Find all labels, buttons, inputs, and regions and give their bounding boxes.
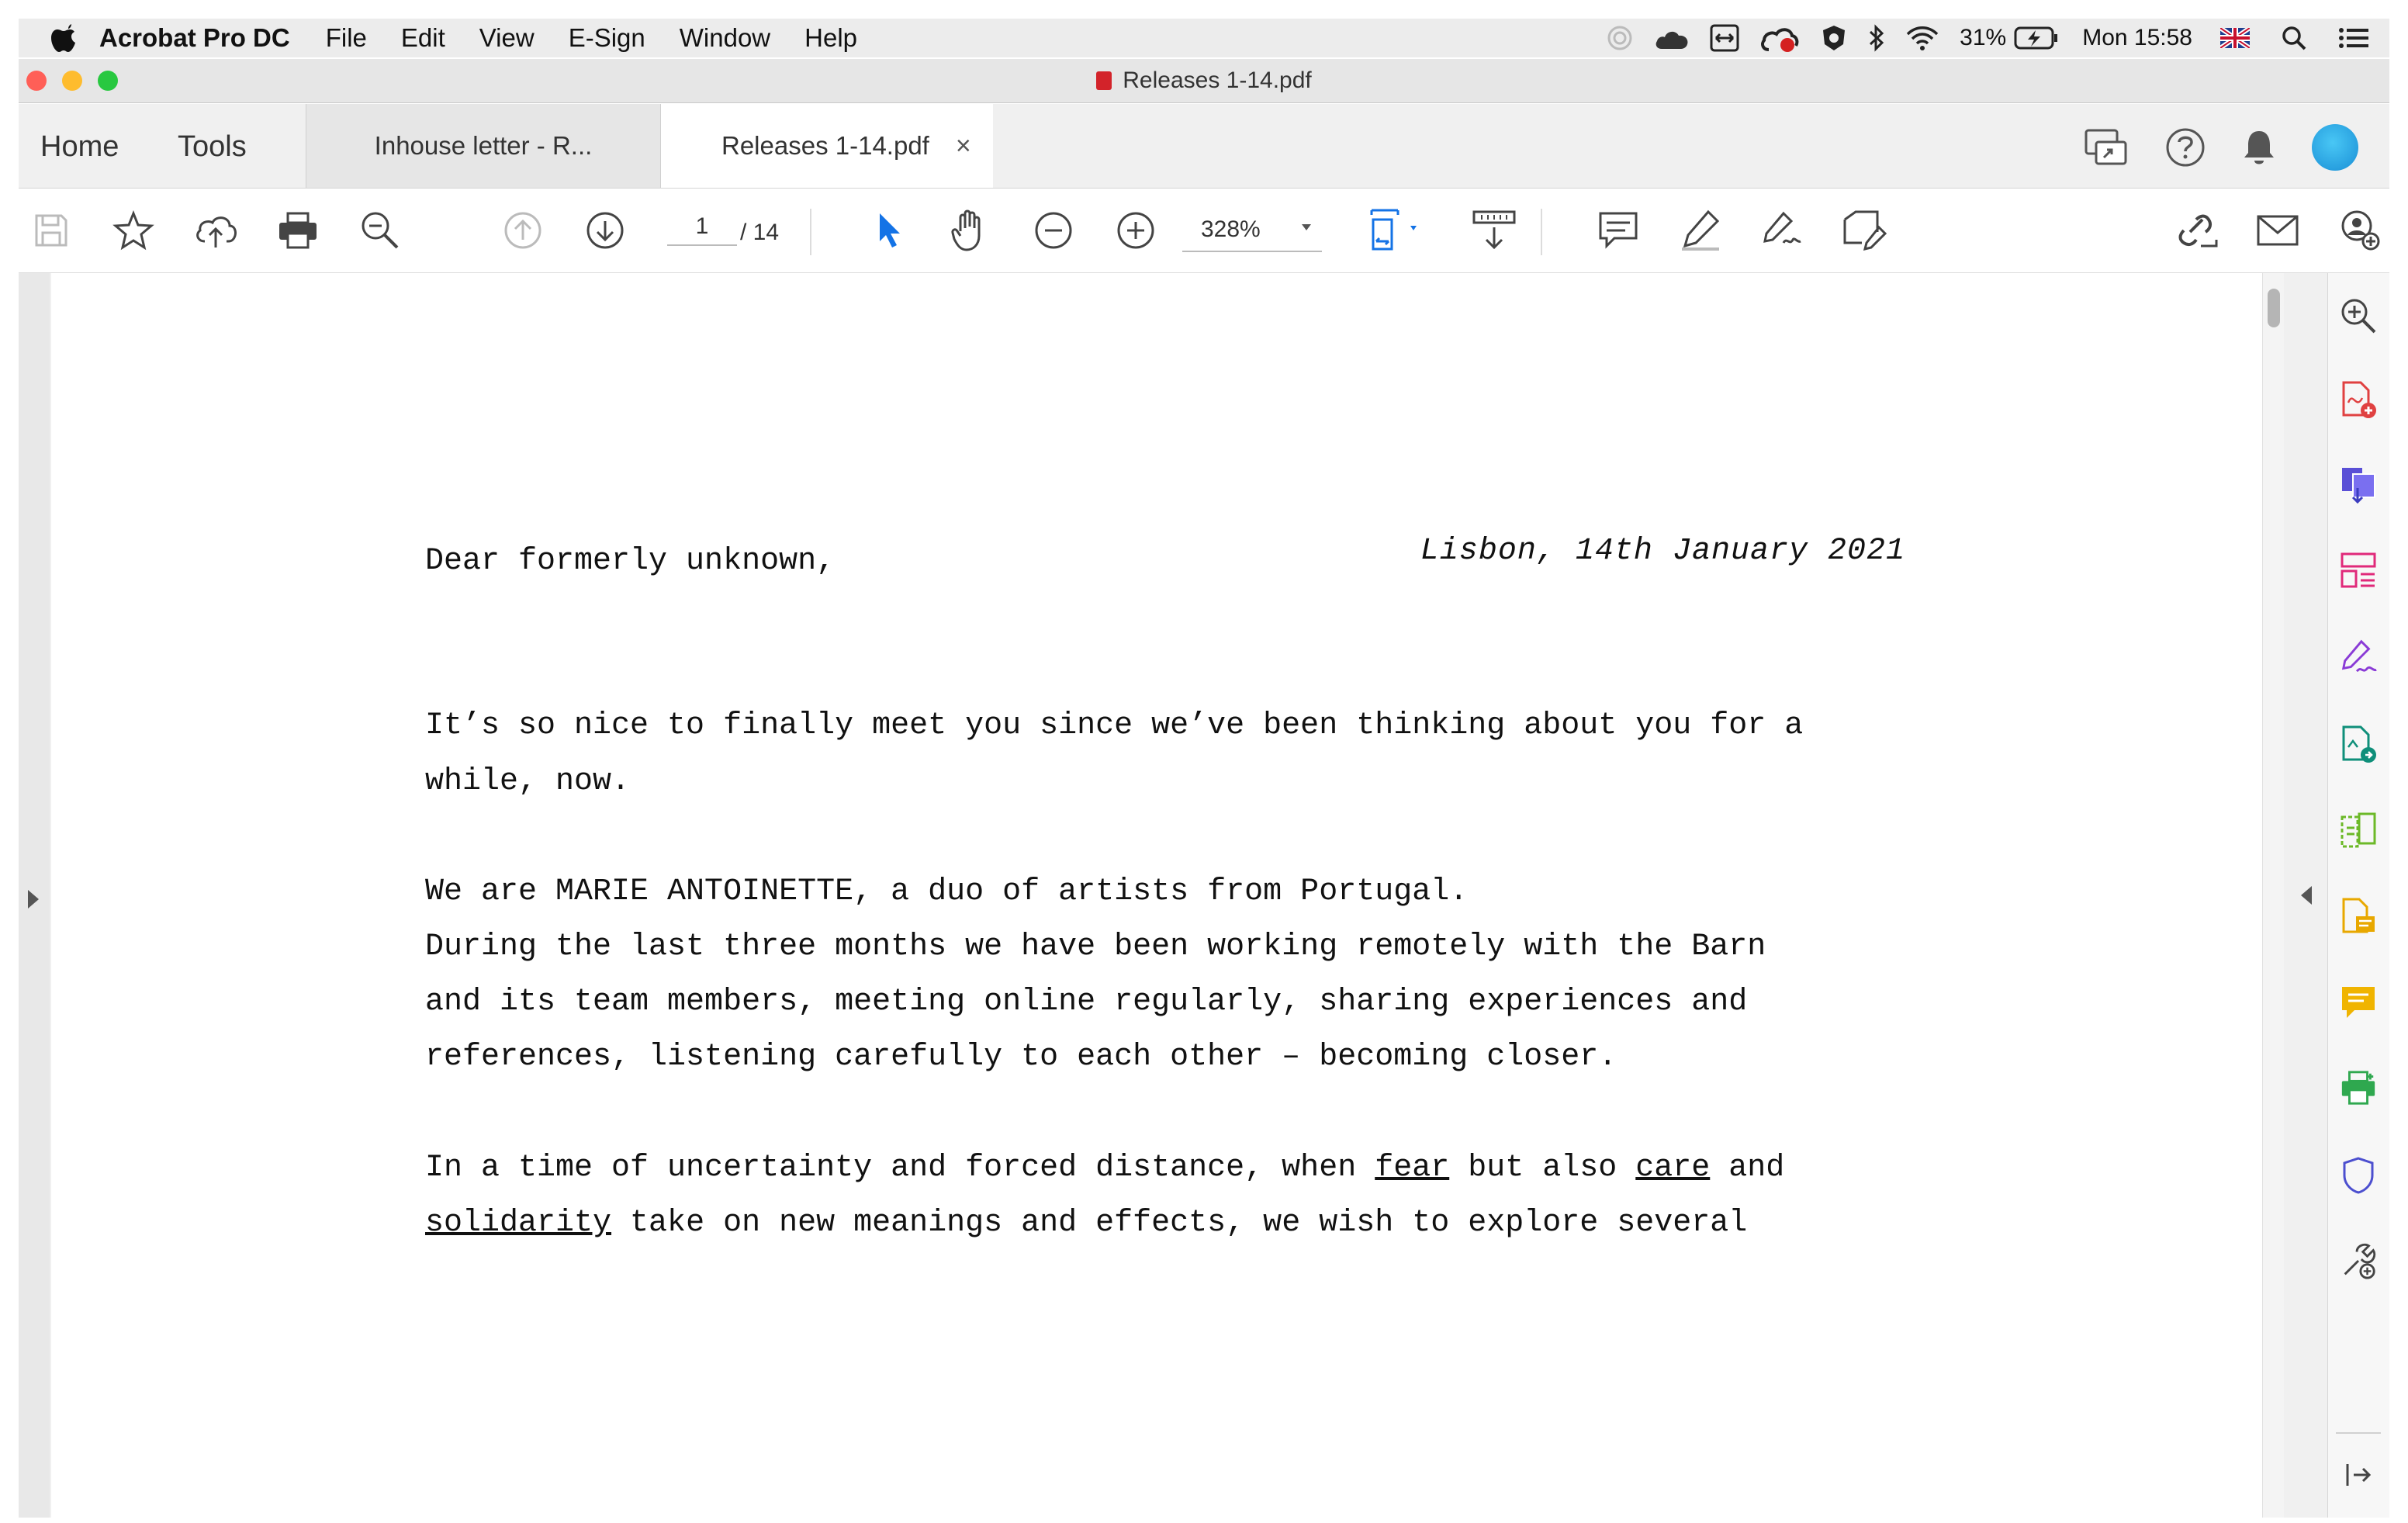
- security-app-icon[interactable]: [1820, 24, 1848, 52]
- underlined-word-solidarity: solidarity: [425, 1206, 612, 1241]
- window-title-text: Releases 1-14.pdf: [1123, 67, 1312, 93]
- zoom-in-icon[interactable]: [1111, 206, 1161, 255]
- menu-bar: [19, 19, 2389, 57]
- select-cursor-icon[interactable]: [864, 206, 914, 255]
- window-title-bar: [19, 59, 2389, 103]
- add-user-icon[interactable]: [2335, 206, 2385, 255]
- cloud-icon[interactable]: [1654, 26, 1690, 50]
- tab-releases-pdf-label: Releases 1-14.pdf: [721, 131, 929, 160]
- document-viewport: [19, 273, 2389, 1518]
- text-segment: and: [1710, 1151, 1785, 1186]
- paragraph-2-line-2: During the last three months we have been working remotely with the Barn: [425, 929, 1766, 964]
- tab-bar: [19, 104, 2389, 189]
- left-panel-toggle[interactable]: [19, 273, 50, 1518]
- uk-flag-icon[interactable]: [2220, 28, 2250, 48]
- spinner-status-icon[interactable]: [1606, 24, 1634, 52]
- paragraph-1-line-1: It’s so nice to finally meet you since we’ve been thinking about you for a: [425, 708, 1804, 743]
- window-status-icon[interactable]: [1710, 24, 1739, 52]
- tab-inhouse-letter-label: Inhouse letter - R...: [374, 131, 593, 160]
- spotlight-search-icon[interactable]: [2281, 25, 2307, 51]
- zoom-level-select[interactable]: [1182, 216, 1322, 252]
- text-segment: take on new meanings and effects, we wish to explore several: [611, 1206, 1748, 1241]
- fit-page-icon[interactable]: [1365, 206, 1431, 255]
- zoom-out-icon[interactable]: [1029, 206, 1078, 255]
- paragraph-2-line-4: references, listening carefully to each other – becoming closer.: [425, 1040, 1617, 1075]
- notification-center-icon[interactable]: [2338, 26, 2369, 50]
- text-segment: but also: [1449, 1151, 1636, 1186]
- enhance-scan-zoom-icon[interactable]: [2339, 296, 2378, 335]
- tab-home[interactable]: Home: [40, 130, 119, 163]
- request-signature-icon[interactable]: [2339, 725, 2378, 763]
- sign-pen-icon[interactable]: [1758, 206, 1808, 255]
- creative-cloud-icon[interactable]: [1759, 23, 1800, 53]
- paragraph-2-line-1: We are MARIE ANTOINETTE, a duo of artists from Portugal.: [425, 874, 1469, 909]
- protect-shield-icon[interactable]: [2339, 1156, 2378, 1195]
- menu-esign[interactable]: E-Sign: [568, 23, 645, 52]
- previous-page-icon[interactable]: [498, 206, 548, 255]
- menu-edit[interactable]: Edit: [400, 23, 445, 52]
- scroll-mode-icon[interactable]: [1469, 206, 1519, 255]
- underlined-word-care: care: [1635, 1151, 1711, 1186]
- vertical-scrollbar[interactable]: [2262, 273, 2285, 1518]
- toolbar-divider: [810, 209, 811, 255]
- page-total: / 14: [740, 220, 780, 245]
- menu-file[interactable]: File: [325, 23, 367, 52]
- tools-pane: [2328, 273, 2389, 1518]
- underlined-word-fear: fear: [1375, 1151, 1450, 1186]
- toolbar-divider: [1541, 209, 1542, 255]
- create-pdf-icon[interactable]: [2339, 380, 2378, 419]
- compare-files-icon[interactable]: [2339, 812, 2378, 850]
- next-page-icon[interactable]: [580, 206, 630, 255]
- print-production-icon[interactable]: [2339, 1069, 2378, 1108]
- battery-charging-icon[interactable]: [2014, 26, 2059, 50]
- letter-date: Lisbon, 14th January 2021: [1420, 534, 1905, 569]
- save-icon[interactable]: [26, 206, 76, 255]
- menu-view[interactable]: View: [479, 23, 535, 52]
- menu-window[interactable]: Window: [679, 23, 771, 52]
- export-pdf-icon[interactable]: [2339, 466, 2378, 504]
- tab-releases-pdf[interactable]: [661, 104, 993, 188]
- app-name-menu[interactable]: Acrobat Pro DC: [99, 23, 290, 52]
- share-link-icon[interactable]: [2172, 206, 2222, 255]
- bluetooth-icon[interactable]: [1868, 24, 1885, 52]
- print-icon[interactable]: [273, 206, 323, 255]
- comment-icon[interactable]: [1593, 206, 1643, 255]
- notifications-bell-icon[interactable]: [2242, 128, 2276, 167]
- email-icon[interactable]: [2253, 206, 2302, 255]
- pdf-file-icon: [1096, 71, 1112, 90]
- edit-pdf-icon[interactable]: [2339, 897, 2378, 936]
- more-tools-icon[interactable]: [2339, 1241, 2378, 1280]
- highlight-pen-icon[interactable]: [1676, 206, 1725, 255]
- apple-icon[interactable]: [51, 24, 76, 52]
- paragraph-3-line-1: [425, 1141, 1784, 1196]
- collapse-tools-pane-icon[interactable]: [2339, 1456, 2378, 1494]
- top-right-icons: [2048, 124, 2358, 171]
- chevron-down-icon: [1302, 224, 1311, 230]
- comment-tool-icon[interactable]: [2339, 984, 2378, 1023]
- tab-tools[interactable]: Tools: [178, 130, 247, 163]
- close-tab-button[interactable]: ×: [955, 130, 971, 161]
- share-screen-icon[interactable]: [2084, 128, 2129, 167]
- zoom-level-value: 328%: [1201, 216, 1261, 242]
- text-segment: In a time of uncertainty and forced distance, when: [425, 1151, 1375, 1186]
- letter-greeting: Dear formerly unknown,: [425, 544, 836, 579]
- paragraph-3-line-2: [425, 1196, 1747, 1251]
- bookmark-star-icon[interactable]: [109, 206, 158, 255]
- page-number-input[interactable]: 1: [667, 213, 737, 246]
- paragraph-1-line-2: while, now.: [425, 764, 631, 799]
- menu-help[interactable]: Help: [804, 23, 858, 52]
- organize-pages-icon[interactable]: [2339, 551, 2378, 590]
- fill-and-sign-icon[interactable]: [2339, 638, 2378, 677]
- tools-pane-divider: [2336, 1432, 2381, 1434]
- stamp-edit-icon[interactable]: [1840, 206, 1890, 255]
- collapse-right-panel-icon[interactable]: [2301, 886, 2312, 905]
- main-toolbar: [19, 189, 2389, 273]
- clock[interactable]: Mon 15:58: [2082, 25, 2192, 50]
- battery-percent: 31%: [1960, 25, 2007, 50]
- find-text-icon[interactable]: [355, 206, 405, 255]
- hand-tool-icon[interactable]: [946, 206, 996, 255]
- user-avatar[interactable]: [2312, 124, 2358, 171]
- acrobat-window: [19, 19, 2389, 1518]
- wifi-icon[interactable]: [1905, 25, 1939, 51]
- help-icon[interactable]: [2164, 126, 2206, 168]
- window-title: [19, 59, 2389, 102]
- tab-inhouse-letter[interactable]: [306, 104, 661, 188]
- pdf-page[interactable]: [51, 273, 2262, 1518]
- paragraph-2-line-3: and its team members, meeting online regularly, sharing experiences and: [425, 985, 1748, 1019]
- expand-left-panel-icon[interactable]: [28, 890, 39, 909]
- right-panel-toggle[interactable]: [2284, 273, 2328, 1518]
- cloud-upload-icon[interactable]: [191, 206, 240, 255]
- status-area: [1586, 19, 2369, 57]
- scrollbar-thumb[interactable]: [2268, 289, 2280, 327]
